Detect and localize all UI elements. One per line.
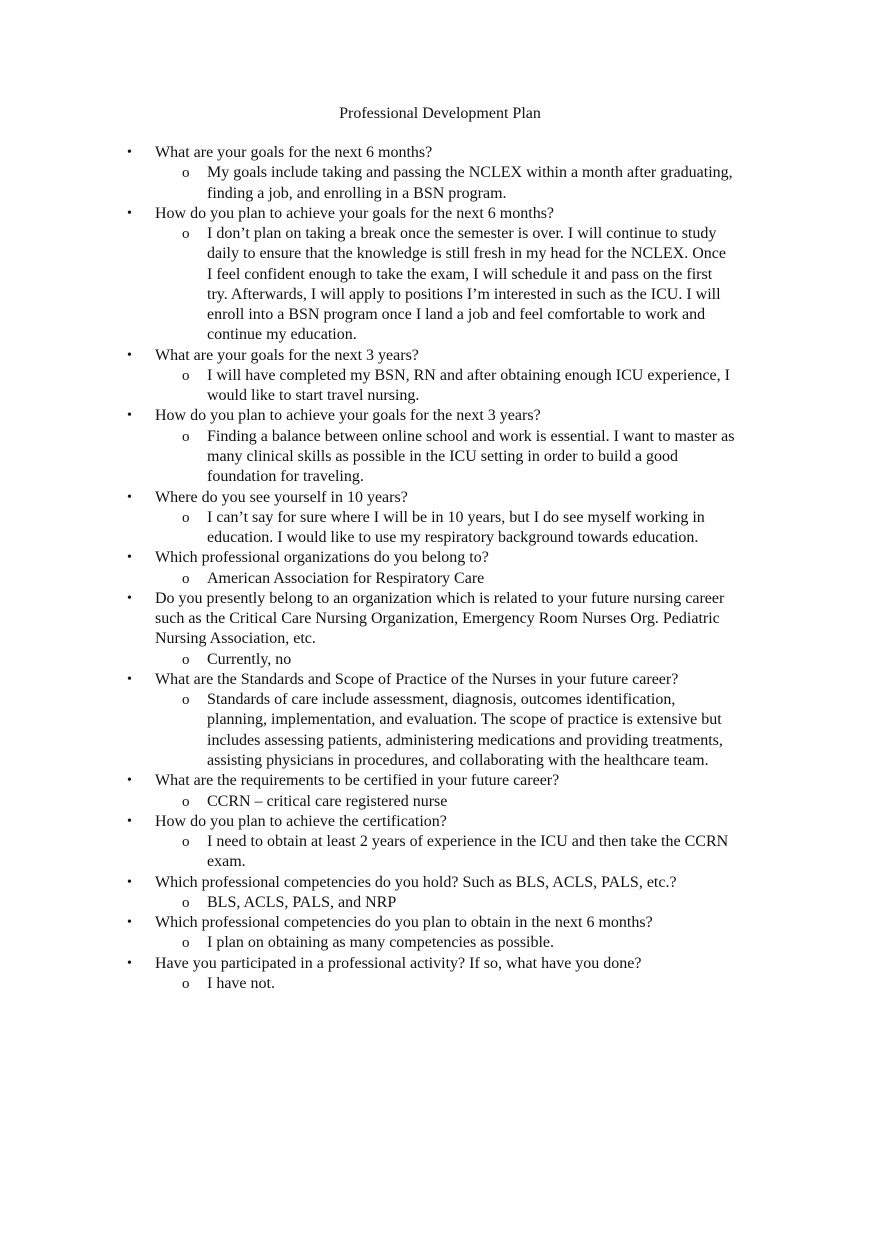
question-line [0, 873, 880, 893]
document-title: Professional Development Plan [339, 105, 541, 122]
answer-text: try. Afterwards, I will apply to positions I’m interested in such as the ICU. I will [207, 285, 721, 303]
answer-text: continue my education. [207, 326, 357, 344]
answer-text: education. I would like to use my respiratory background towards education. [207, 529, 699, 547]
bullet-icon: • [127, 408, 132, 424]
list-item [0, 771, 880, 812]
question-list [0, 143, 880, 994]
answer-line [0, 933, 880, 953]
question-line [0, 406, 880, 426]
answer-line [0, 427, 880, 447]
question-line [0, 548, 880, 568]
answer-text: CCRN – critical care registered nurse [207, 792, 448, 810]
question-line [0, 812, 880, 832]
answer-text: I have not. [207, 974, 275, 992]
list-item [0, 954, 880, 995]
answer-text: American Association for Respiratory Care [207, 569, 485, 587]
bullet-icon: • [127, 874, 132, 890]
list-item [0, 670, 880, 771]
question-text: Which professional competencies do you plan to obtain in the next 6 months? [155, 914, 653, 932]
question-line [0, 609, 880, 629]
answer-text: foundation for traveling. [207, 468, 364, 486]
answer-text: finding a job, and enrolling in a BSN program. [207, 184, 507, 202]
answer-text: Currently, no [207, 650, 292, 668]
answer-line [0, 792, 880, 812]
question-text: What are your goals for the next 3 years? [155, 346, 419, 364]
answer-line [0, 163, 880, 183]
question-text: What are your goals for the next 6 months? [155, 144, 433, 161]
answer-text: would like to start travel nursing. [207, 387, 420, 405]
circle-bullet-icon: o [182, 692, 190, 709]
answer-text: BLS, ACLS, PALS, and NRP [207, 893, 397, 911]
answer-text: I plan on obtaining as many competencies as possible. [207, 934, 555, 952]
question-line [0, 629, 880, 649]
answer-line [0, 751, 880, 771]
answer-line [0, 265, 880, 285]
answer-line [0, 690, 880, 710]
answer-text: exam. [207, 853, 246, 871]
bullet-icon: • [127, 489, 132, 505]
answer-text: daily to ensure that the knowledge is still fresh in my head for the NCLEX. Once [207, 245, 726, 263]
answer-line [0, 305, 880, 325]
circle-bullet-icon: o [182, 428, 190, 445]
answer-text: My goals include taking and passing the NCLEX within a month after graduating, [207, 164, 733, 182]
question-text: How do you plan to achieve your goals for the next 6 months? [155, 204, 555, 222]
list-item [0, 589, 880, 670]
answer-text: assisting physicians in procedures, and collaborating with the healthcare team. [207, 751, 709, 769]
answer-line [0, 467, 880, 487]
answer-text: I feel confident enough to take the exam, I will schedule it and pass on the first [207, 265, 713, 283]
answer-line [0, 184, 880, 204]
answer-line [0, 650, 880, 670]
circle-bullet-icon: o [182, 834, 190, 851]
answer-line [0, 244, 880, 264]
answer-line [0, 852, 880, 872]
question-text: Which professional organizations do you belong to? [155, 549, 489, 567]
answer-text: enroll into a BSN program once I land a job and feel comfortable to work and [207, 306, 706, 324]
question-line [0, 670, 880, 690]
question-line [0, 771, 880, 791]
bullet-icon: • [127, 205, 132, 221]
answer-text: I need to obtain at least 2 years of experience in the ICU and then take the CCRN [207, 833, 729, 851]
bullet-icon: • [127, 813, 132, 829]
question-text: Where do you see yourself in 10 years? [155, 488, 408, 506]
answer-line [0, 447, 880, 467]
question-text: such as the Critical Care Nursing Organization, Emergency Room Nurses Org. Pediatric [155, 610, 720, 628]
answer-text: I don’t plan on taking a break once the semester is over. I will continue to study [207, 225, 717, 243]
question-line [0, 488, 880, 508]
answer-line [0, 508, 880, 528]
answer-text: includes assessing patients, administering medications and providing treatments, [207, 731, 723, 749]
question-line [0, 204, 880, 224]
circle-bullet-icon: o [182, 570, 190, 587]
circle-bullet-icon: o [182, 367, 190, 384]
circle-bullet-icon: o [182, 165, 190, 182]
bullet-icon: • [127, 671, 132, 687]
list-item [0, 143, 880, 204]
list-item [0, 873, 880, 914]
question-text: Do you presently belong to an organization which is related to your future nursing career [155, 589, 725, 607]
list-item [0, 346, 880, 407]
answer-text: planning, implementation, and evaluation. The scope of practice is extensive but [207, 711, 722, 729]
question-text: What are the requirements to be certified in your future career? [155, 772, 560, 790]
circle-bullet-icon: o [182, 894, 190, 911]
list-item [0, 548, 880, 589]
bullet-icon: • [127, 145, 132, 160]
answer-line [0, 224, 880, 244]
list-item [0, 488, 880, 549]
question-line [0, 913, 880, 933]
question-text: Have you participated in a professional activity? If so, what have you done? [155, 954, 642, 972]
question-text: How do you plan to achieve your goals for the next 3 years? [155, 407, 541, 425]
answer-line [0, 325, 880, 345]
question-text: Which professional competencies do you hold? Such as BLS, ACLS, PALS, etc.? [155, 873, 677, 891]
answer-line [0, 731, 880, 751]
answer-text: I will have completed my BSN, RN and after obtaining enough ICU experience, I [207, 366, 730, 384]
bullet-icon: • [127, 550, 132, 566]
question-line [0, 346, 880, 366]
list-item [0, 204, 880, 346]
answer-line [0, 285, 880, 305]
list-item [0, 406, 880, 487]
question-line [0, 589, 880, 609]
circle-bullet-icon: o [182, 226, 190, 243]
question-text: What are the Standards and Scope of Practice of the Nurses in your future career? [155, 670, 679, 688]
circle-bullet-icon: o [182, 935, 190, 952]
circle-bullet-icon: o [182, 793, 190, 810]
circle-bullet-icon: o [182, 509, 190, 526]
bullet-icon: • [127, 915, 132, 931]
question-text: How do you plan to achieve the certification? [155, 812, 447, 830]
question-line [0, 143, 880, 163]
answer-line [0, 366, 880, 386]
answer-line [0, 974, 880, 994]
answer-line [0, 710, 880, 730]
answer-line [0, 386, 880, 406]
list-item [0, 812, 880, 873]
answer-line [0, 832, 880, 852]
answer-text: many clinical skills as possible in the ICU setting in order to build a good [207, 447, 679, 465]
answer-line [0, 569, 880, 589]
bullet-icon: • [127, 955, 132, 971]
answer-text: Standards of care include assessment, diagnosis, outcomes identification, [207, 691, 676, 709]
answer-text: Finding a balance between online school and work is essential. I want to master as [207, 427, 735, 445]
circle-bullet-icon: o [182, 975, 190, 992]
bullet-icon: • [127, 347, 132, 363]
bullet-icon: • [127, 590, 132, 606]
question-text: Nursing Association, etc. [155, 630, 316, 648]
question-line [0, 954, 880, 974]
answer-line [0, 528, 880, 548]
answer-line [0, 893, 880, 913]
answer-text: I can’t say for sure where I will be in 10 years, but I do see myself working in [207, 508, 705, 526]
circle-bullet-icon: o [182, 651, 190, 668]
bullet-icon: • [127, 773, 132, 789]
list-item [0, 913, 880, 954]
